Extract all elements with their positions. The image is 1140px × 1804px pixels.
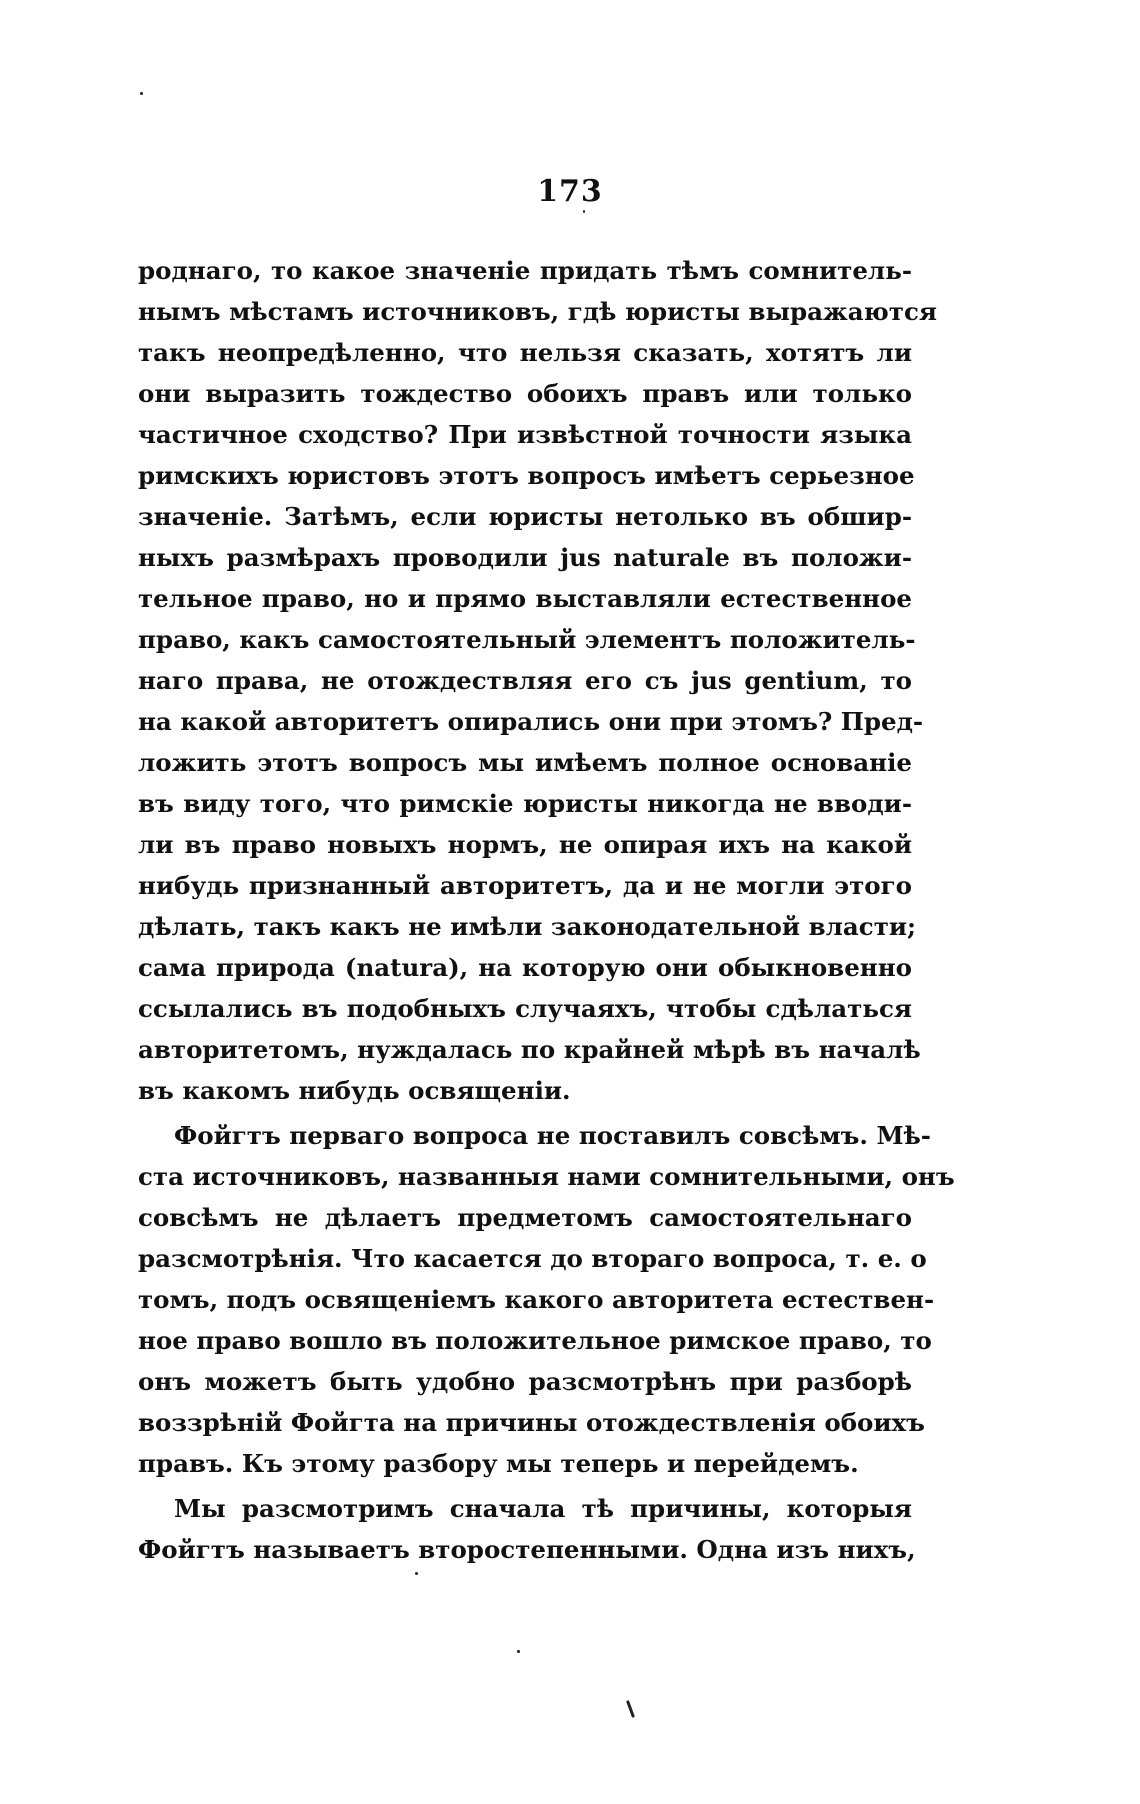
text-line: Фойгтъ перваго вопроса не поставилъ совсѣмъ. Мѣ- <box>174 1121 931 1150</box>
text-line: ста источниковъ, названныя нами сомнительными, онъ <box>138 1162 955 1191</box>
scan-speck <box>517 1650 520 1653</box>
scan-speck <box>415 1572 418 1575</box>
text-line: на какой авторитетъ опирались они при этомъ? Пред- <box>138 707 924 736</box>
text-line: ложить этотъ вопросъ мы имѣемъ полное основанiе <box>138 748 912 777</box>
text-line: римскихъ юристовъ этотъ вопросъ имѣетъ серьезное <box>138 461 915 490</box>
text-line: значенiе. Затѣмъ, если юристы нетолько въ обшир- <box>138 502 912 531</box>
text-line: сама природа (natura), на которую они обыкновенно <box>138 953 912 982</box>
text-line: совсѣмъ не дѣлаетъ предметомъ самостоятельнаго <box>138 1203 912 1232</box>
text-line: дѣлать, такъ какъ не имѣли законодательной власти; <box>138 912 917 941</box>
page-number: 173 <box>537 174 603 209</box>
text-line: Мы разсмотримъ сначала тѣ причины, которыя <box>174 1494 912 1523</box>
text-line: роднаго, то какое значенiе придать тѣмъ сомнитель- <box>138 256 912 285</box>
text-line: такъ неопредѣленно, что нельзя сказать, хотятъ ли <box>138 338 912 367</box>
text-line: воззрѣнiй Фойгта на причины отождествленiя обоихъ <box>138 1408 925 1437</box>
text-line: частичное сходство? При извѣстной точности языка <box>138 420 912 449</box>
text-line: въ какомъ нибудь освященiи. <box>138 1076 571 1105</box>
scan-speck <box>626 1700 635 1718</box>
text-line: Фойгтъ называетъ второстепенными. Одна изъ нихъ, <box>138 1535 916 1564</box>
text-line: они выразить тождество обоихъ правъ или только <box>138 379 912 408</box>
text-line: разсмотрѣнiя. Что касается до втораго вопроса, т. е. о <box>138 1244 927 1273</box>
paragraph <box>138 250 937 1111</box>
paragraph <box>138 1488 916 1570</box>
scan-speck <box>140 92 143 95</box>
text-line: правъ. Къ этому разбору мы теперь и перейдемъ. <box>138 1449 859 1478</box>
text-line: наго права, не отождествляя его съ jus gentium, то <box>138 666 912 695</box>
text-line: ныхъ размѣрахъ проводили jus naturale въ положи- <box>138 543 912 572</box>
text-line: авторитетомъ, нуждалась по крайней мѣрѣ въ началѣ <box>138 1035 921 1064</box>
body-text <box>138 250 955 1570</box>
text-line: ссылались въ подобныхъ случаяхъ, чтобы сдѣлаться <box>138 994 912 1023</box>
text-line: ное право вошло въ положительное римское право, то <box>138 1326 932 1355</box>
scan-speck <box>583 210 585 213</box>
text-line: нымъ мѣстамъ источниковъ, гдѣ юристы выражаются <box>138 297 937 326</box>
text-line: нибудь признанный авторитетъ, да и не могли этого <box>138 871 912 900</box>
text-line: ли въ право новыхъ нормъ, не опирая ихъ на какой <box>138 830 912 859</box>
text-line: тельное право, но и прямо выставляли естественное <box>138 584 912 613</box>
text-line: въ виду того, что римскiе юристы никогда не вводи- <box>138 789 912 818</box>
text-line: право, какъ самостоятельный элементъ положитель- <box>138 625 916 654</box>
text-line: онъ можетъ быть удобно разсмотрѣнъ при разборѣ <box>138 1367 912 1396</box>
paragraph <box>138 1115 955 1484</box>
text-line: томъ, подъ освященiемъ какого авторитета естествен- <box>138 1285 935 1314</box>
